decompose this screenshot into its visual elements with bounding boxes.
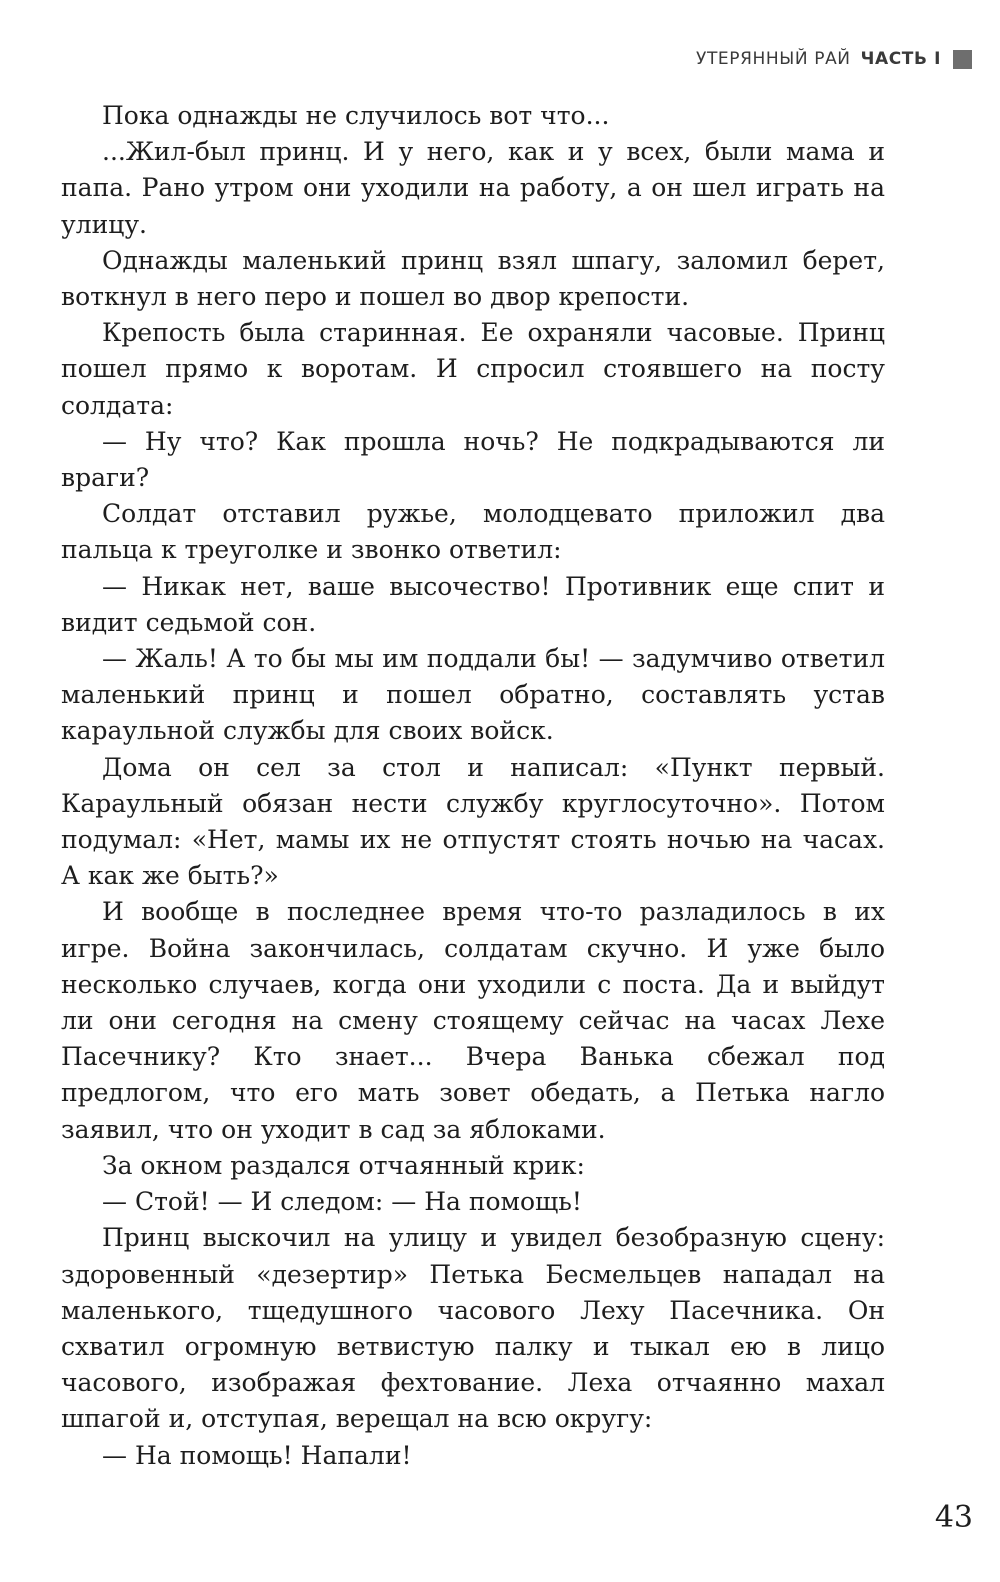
section-marker-square-icon <box>953 50 972 69</box>
paragraph: — Ну что? Как прошла ночь? Не подкрадываются ли враги? <box>61 426 885 493</box>
paragraph: Принц выскочил на улицу и увидел безобразную сцену: здоровенный «дезертир» Петька Бесмельцев нападал на маленького, тщедушного часового Леху Пасечника. Он схватил огромную ветвистую палку и тыкал ею в лицо часового, изображая фехтование. Леха отчаянно махал шпагой и, отступая, верещал на всю округу: <box>61 1223 885 1434</box>
book-title: УТЕРЯННЫЙ РАЙ <box>695 49 851 69</box>
paragraph: — Никак нет, ваше высочество! Противник еще спит и видит седьмой сон. <box>61 571 885 637</box>
paragraph: Крепость была старинная. Ее охраняли часовые. Принц пошел прямо к воротам. И спросил стоявшего на посту солдата: <box>61 318 885 420</box>
part-label: ЧАСТЬ I <box>860 49 941 69</box>
paragraph: — Жаль! А то бы мы им поддали бы! — задумчиво ответил маленький принц и пошел обратно, составлять устав караульной службы для своих войск. <box>61 644 885 746</box>
paragraph: За окном раздался отчаянный крик: <box>102 1150 585 1180</box>
paragraph: Дома он сел за стол и написал: «Пункт первый. Караульный обязан нести службу круглосуточно». Потом подумал: «Нет, мамы их не отпустят стоять ночью на часах. А как же быть?» <box>61 752 885 891</box>
paragraph: И вообще в последнее время что-то разладилось в их игре. Война закончилась, солдатам скучно. И уже было несколько случаев, когда они уходили с поста. Да и выйдут ли они сегодня на смену стоящему сейчас на часах Лехе Пасечнику? Кто знает... Вчера Ванька сбежал под предлогом, что его мать зовет обедать, а Петька нагло заявил, что он уходит в сад за яблоками. <box>61 897 885 1144</box>
running-head <box>696 46 972 72</box>
paragraph: — Стой! — И следом: — На помощь! <box>102 1187 582 1217</box>
paragraph: Однажды маленький принц взял шпагу, заломил берет, воткнул в него перо и пошел во двор крепости. <box>61 245 885 312</box>
paragraph: Пока однажды не случилось вот что... <box>102 101 610 130</box>
page-number: 43 <box>934 1500 973 1535</box>
body-text <box>61 98 885 1474</box>
paragraph: — На помощь! Напали! <box>102 1440 412 1470</box>
paragraph: Солдат отставил ружье, молодцевато приложил два пальца к треуголке и звонко ответил: <box>61 499 885 565</box>
paragraph: ...Жил-был принц. И у него, как и у всех, были мама и папа. Рано утром они уходили на работу, а он шел играть на улицу. <box>61 137 885 239</box>
